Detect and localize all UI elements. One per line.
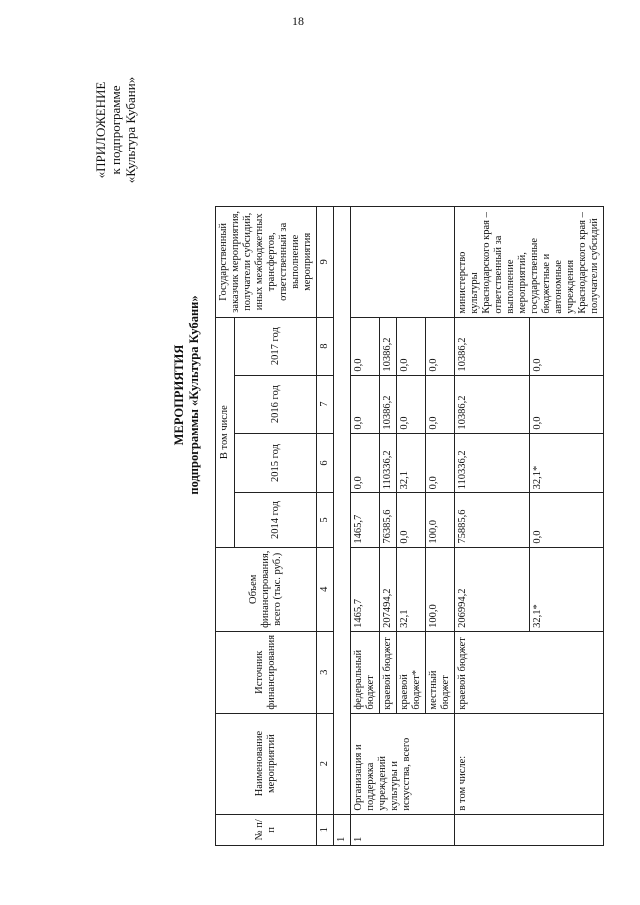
header-volume: Объем финансирования, всего (тыс. руб.)	[216, 547, 317, 631]
col-number: 8	[317, 317, 334, 375]
annex-heading	[93, 55, 138, 205]
col-number: 9	[317, 207, 334, 318]
row-2015: 0,0	[351, 433, 380, 493]
section-text	[334, 207, 351, 815]
including-2015-star: 32,1*	[529, 433, 604, 493]
col-number: 6	[317, 433, 334, 493]
col-number: 3	[317, 631, 334, 713]
header-2014: 2014 год	[235, 493, 317, 547]
row-2014: 1465,7	[351, 493, 380, 547]
including-2017: 10386,2	[455, 317, 530, 375]
row-2016: 0,0	[397, 375, 426, 433]
including-volume-star: 32,1*	[529, 547, 604, 631]
header-including: В том числе	[216, 317, 235, 547]
item-row	[351, 207, 380, 846]
row-2015: 0,0	[426, 433, 455, 493]
including-2015: 110336,2	[455, 433, 530, 493]
annex-line-1: «ПРИЛОЖЕНИЕ	[93, 81, 108, 179]
including-volume: 206994,2	[455, 547, 530, 631]
title-line-1: МЕРОПРИЯТИЯ	[172, 344, 186, 446]
col-number: 4	[317, 547, 334, 631]
column-numbers-row	[317, 207, 334, 846]
row-2014: 0,0	[397, 493, 426, 547]
header-2017: 2017 год	[235, 317, 317, 375]
col-number: 5	[317, 493, 334, 547]
row-volume: 207494,2	[380, 547, 397, 631]
row-2015: 32,1	[397, 433, 426, 493]
measures-table-wrapper	[215, 206, 604, 846]
item-name: Организация и поддержка учреждений культуры и искусства, всего	[351, 713, 455, 814]
header-row	[216, 207, 235, 846]
including-2014: 75885,6	[455, 493, 530, 547]
page-number: 18	[292, 14, 304, 28]
section-num: 1	[334, 814, 351, 845]
row-2017: 0,0	[426, 317, 455, 375]
row-source: местный бюджет	[426, 631, 455, 713]
title-line-2: подпрограммы «Культура Кубани»	[187, 295, 201, 495]
row-source: федеральный бюджет	[351, 631, 380, 713]
including-row	[455, 207, 530, 846]
item-num: 1	[351, 814, 455, 845]
including-source: краевой бюджет	[455, 631, 604, 713]
annex-line-2: к подпрограмме	[108, 85, 123, 175]
col-number: 1	[317, 814, 334, 845]
row-2017: 10386,2	[380, 317, 397, 375]
row-2015: 110336,2	[380, 433, 397, 493]
header-customer: Государственный заказчик мероприятия, получатели субсидий, иных межбюджетных трансфертов, ответственный за выполнение мероприятия	[216, 207, 317, 318]
including-num-empty	[455, 814, 604, 845]
including-2017-star: 0,0	[529, 317, 604, 375]
including-2016: 10386,2	[455, 375, 530, 433]
row-2014: 76385,6	[380, 493, 397, 547]
including-2014-star: 0,0	[529, 493, 604, 547]
including-label: в том числе:	[455, 713, 604, 814]
annex-line-3: «Культура Кубани»	[123, 76, 138, 184]
row-source: краевой бюджет	[380, 631, 397, 713]
including-customer: министерство культуры Краснодарского края – ответственный за выполнение мероприятий, государственные бюджетные и автономные учреждения Краснодарского края – получатели субсидий	[455, 207, 604, 318]
header-num: № п/п	[216, 814, 317, 845]
including-2016-star: 0,0	[529, 375, 604, 433]
row-2016: 0,0	[351, 375, 380, 433]
row-volume: 32,1	[397, 547, 426, 631]
document-title	[172, 245, 202, 545]
col-number: 2	[317, 713, 334, 814]
section-row	[334, 207, 351, 846]
col-number: 7	[317, 375, 334, 433]
row-2017: 0,0	[351, 317, 380, 375]
header-source: Источник финансирования	[216, 631, 317, 713]
header-name: Наименование мероприятий	[216, 713, 317, 814]
row-volume: 100,0	[426, 547, 455, 631]
row-source: краевой бюджет*	[397, 631, 426, 713]
header-2015: 2015 год	[235, 433, 317, 493]
row-2017: 0,0	[397, 317, 426, 375]
row-2014: 100,0	[426, 493, 455, 547]
row-2016: 10386,2	[380, 375, 397, 433]
row-2016: 0,0	[426, 375, 455, 433]
measures-table	[215, 206, 604, 846]
row-volume: 1465,7	[351, 547, 380, 631]
header-2016: 2016 год	[235, 375, 317, 433]
item-customer-empty	[351, 207, 455, 318]
